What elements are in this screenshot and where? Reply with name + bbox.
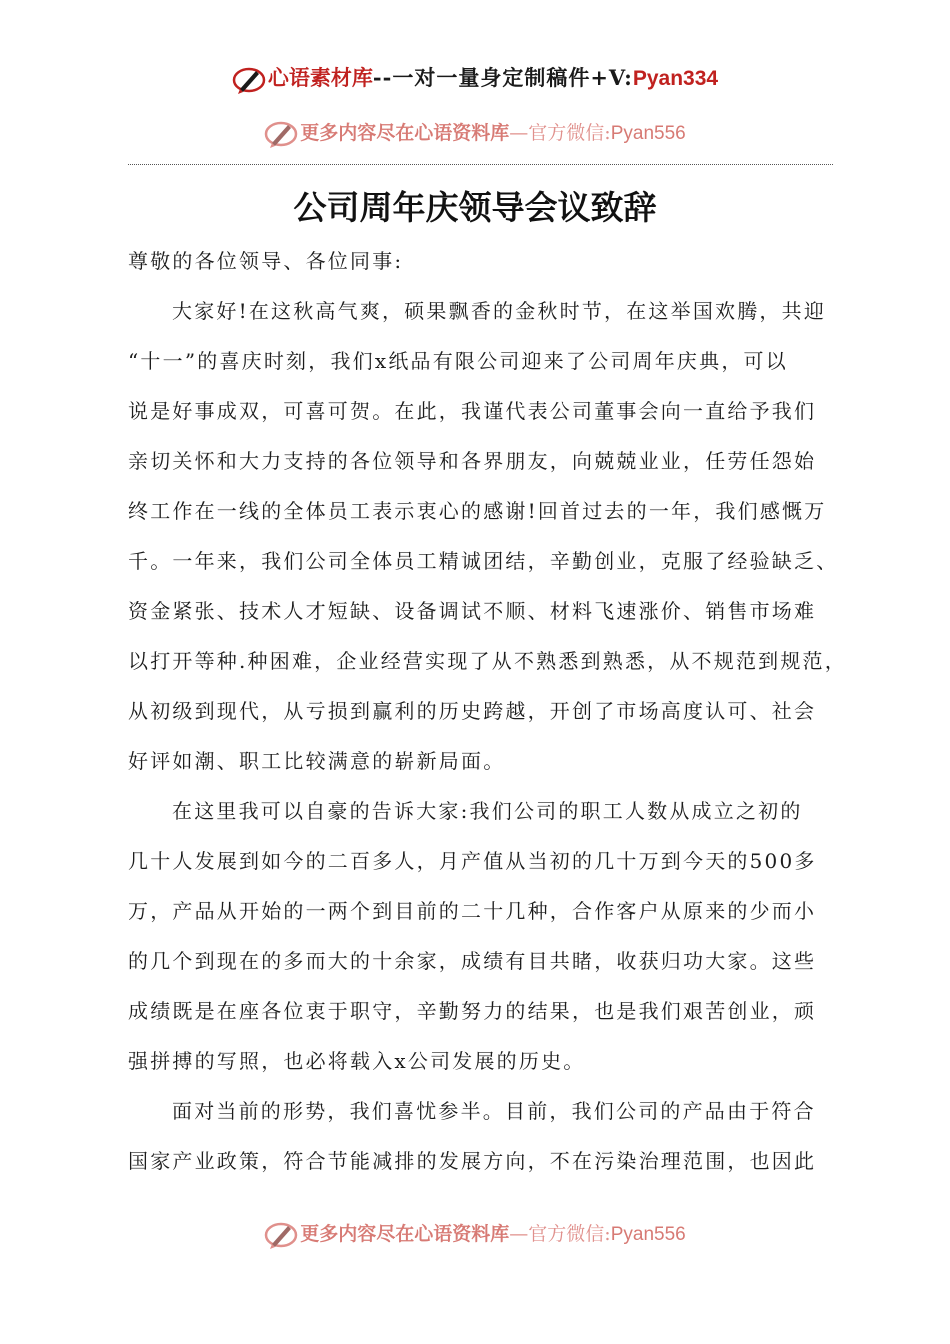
body-line: 几十人发展到如今的二百多人，月产值从当初的几十万到今天的500多: [128, 849, 817, 873]
pen-logo-icon: [264, 119, 298, 149]
body-line: “十一”的喜庆时刻，我们x纸品有限公司迎来了公司周年庆典，可以: [128, 349, 788, 373]
sub-header-brand: 更多内容尽在心语资料库: [300, 122, 510, 144]
body-line: 面对当前的形势，我们喜忧参半。目前，我们公司的产品由于符合: [172, 1099, 816, 1123]
footer-brand: 更多内容尽在心语资料库: [300, 1223, 510, 1245]
body-line: 好评如潮、职工比较满意的崭新局面。: [128, 749, 506, 773]
footer-watermark: [0, 1219, 950, 1250]
body-line: 终工作在一线的全体员工表示衷心的感谢!回首过去的一年，我们感慨万: [128, 499, 827, 523]
header-sub-watermark: [0, 118, 950, 149]
body-line: 千。一年来，我们公司全体员工精诚团结，辛勤创业，克服了经验缺乏、: [128, 549, 839, 573]
sub-header-middle: —官方微信:: [509, 122, 611, 144]
header-divider: [128, 164, 833, 165]
header-top-brand: 心语素材库: [267, 65, 373, 90]
pen-logo-icon: [232, 65, 266, 95]
header-top-banner: [0, 62, 950, 95]
body-line: 大家好!在这秋高气爽，硕果飘香的金秋时节，在这举国欢腾，共迎: [172, 299, 827, 323]
pen-logo-icon: [264, 1220, 298, 1250]
header-top-id: Pyan334: [632, 67, 719, 90]
salutation: 尊敬的各位领导、各位同事:: [128, 249, 404, 273]
body-line: 国家产业政策，符合节能减排的发展方向，不在污染治理范围，也因此: [128, 1149, 817, 1173]
body-line: 说是好事成双，可喜可贺。在此，我谨代表公司董事会向一直给予我们: [128, 399, 817, 423]
body-line: 强拼搏的写照，也必将载入x公司发展的历史。: [128, 1049, 586, 1073]
sub-header-id: Pyan556: [610, 123, 686, 144]
body-line: 在这里我可以自豪的告诉大家:我们公司的职工人数从成立之初的: [172, 799, 803, 823]
body-line: 亲切关怀和大力支持的各位领导和各界朋友，向兢兢业业，任劳任怨始: [128, 449, 817, 473]
footer-middle: —官方微信:: [509, 1223, 611, 1245]
body-line: 以打开等种.种困难，企业经营实现了从不熟悉到熟悉，从不规范到规范，: [128, 649, 847, 673]
body-line: 的几个到现在的多而大的十余家，成绩有目共睹，收获归功大家。这些: [128, 949, 817, 973]
document-body: [128, 236, 847, 1186]
body-line: 万，产品从开始的一两个到目前的二十几种，合作客户从原来的少而小: [128, 899, 817, 923]
body-line: 从初级到现代，从亏损到赢利的历史跨越，开创了市场高度认可、社会: [128, 699, 817, 723]
body-line: 成绩既是在座各位衷于职守，辛勤努力的结果，也是我们艰苦创业，顽: [128, 999, 817, 1023]
footer-id: Pyan556: [610, 1224, 686, 1245]
body-line: 资金紧张、技术人才短缺、设备调试不顺、材料飞速涨价、销售市场难: [128, 599, 817, 623]
page-title: 公司周年庆领导会议致辞: [293, 188, 657, 227]
header-top-middle: --一对一量身定制稿件+V:: [372, 65, 633, 90]
